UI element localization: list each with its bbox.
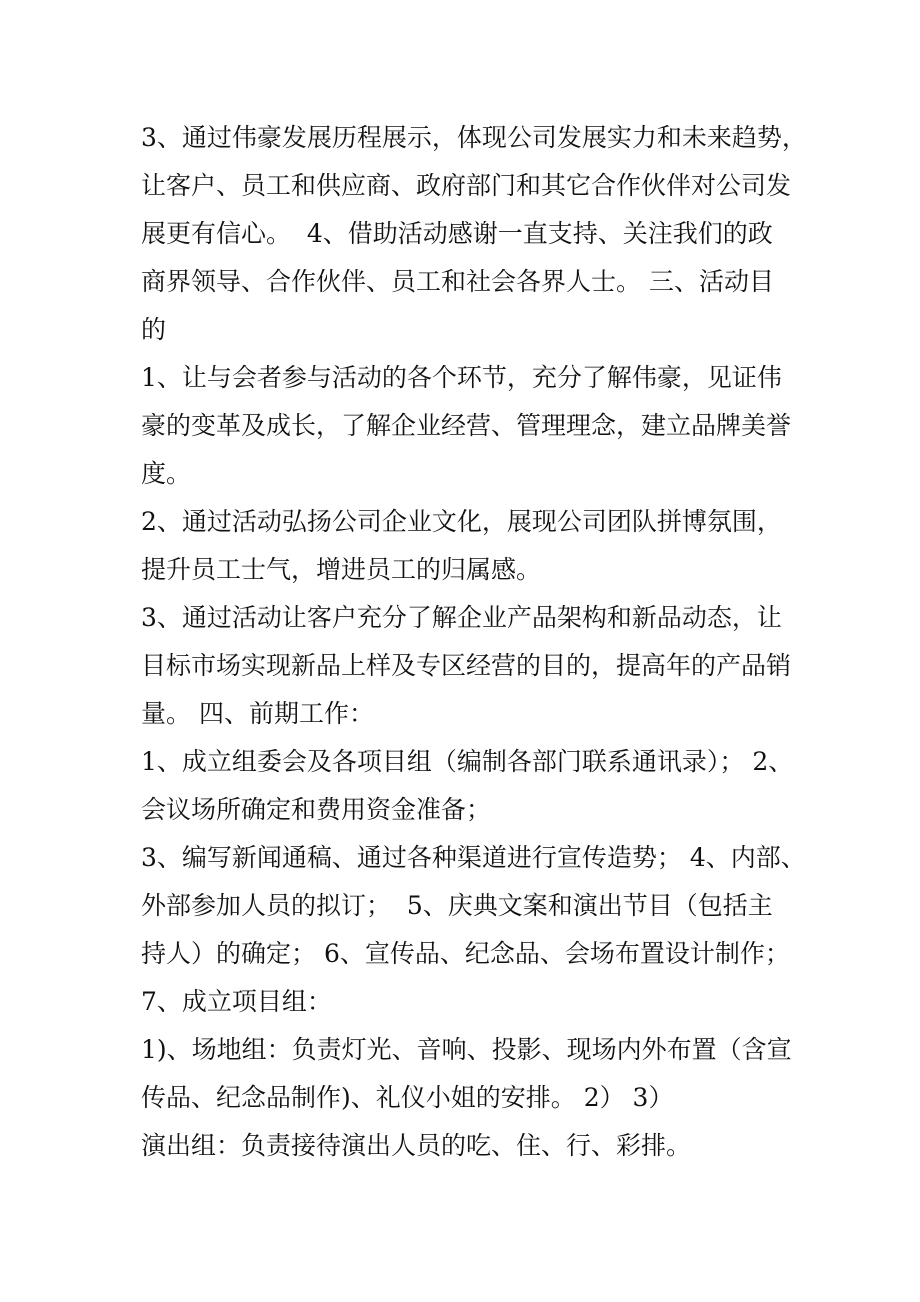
paragraph-performance-group [141, 1122, 811, 1170]
text-line: 展更有信心。 4、借助活动感谢一直支持、关注我们的政 [141, 219, 773, 248]
paragraph-purpose-3-4 [141, 114, 811, 354]
paragraph-goal-1 [141, 354, 811, 498]
text-line: 1)、场地组：负责灯光、音响、投影、现场内外布置（含宣 [141, 1035, 792, 1064]
text-line: 会议场所确定和费用资金准备； [141, 795, 492, 824]
text-line: 3、通过伟豪发展历程展示，体现公司发展实力和未来趋势， [141, 123, 807, 152]
text-line: 3、通过活动让客户充分了解企业产品架构和新品动态，让 [141, 603, 782, 632]
text-line: 豪的变革及成长，了解企业经营、管理理念，建立品牌美誉 [141, 411, 792, 440]
document-body [141, 114, 811, 1170]
text-line: 目标市场实现新品上样及专区经营的目的，提高年的产品销 [141, 651, 792, 680]
text-line: 2、通过活动弘扬公司企业文化，展现公司团队拼博氛围， [141, 507, 782, 536]
text-line: 的 [141, 315, 167, 344]
text-line: 演出组：负责接待演出人员的吃、住、行、彩排。 [141, 1131, 692, 1160]
paragraph-venue-group [141, 1026, 811, 1122]
text-line: 外部参加人员的拟订； 5、庆典文案和演出节目（包括主 [141, 891, 773, 920]
text-line: 传品、纪念品制作)、礼仪小姐的安排。 2） 3） [141, 1083, 674, 1112]
paragraph-prep-3-7 [141, 834, 811, 1026]
text-line: 3、编写新闻通稿、通过各种渠道进行宣传造势； 4、内部、 [141, 843, 806, 872]
text-line: 度。 [141, 459, 192, 488]
paragraph-prep-1-2 [141, 738, 811, 834]
text-line: 7、成立项目组： [141, 987, 332, 1016]
paragraph-goal-3 [141, 594, 811, 738]
text-line: 提升员工士气，增进员工的归属感。 [141, 555, 542, 584]
text-line: 1、让与会者参与活动的各个环节，充分了解伟豪，见证伟 [141, 363, 782, 392]
paragraph-goal-2 [141, 498, 811, 594]
text-line: 商界领导、合作伙伴、员工和社会各界人士。 三、活动目 [141, 267, 774, 296]
text-line: 量。 四、前期工作： [141, 699, 374, 728]
text-line: 持人）的确定； 6、宣传品、纪念品、会场布置设计制作； [141, 939, 790, 968]
text-line: 1、成立组委会及各项目组（编制各部门联系通讯录）； 2、 [141, 747, 794, 776]
text-line: 让客户、员工和供应商、政府部门和其它合作伙伴对公司发 [141, 171, 792, 200]
